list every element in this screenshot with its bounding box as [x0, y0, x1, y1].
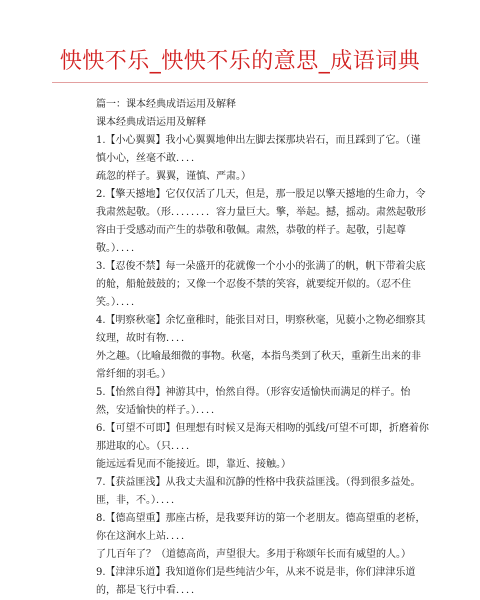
entry-text: 了几百年了？（道德高尚，声望很大。多用于称颂年长而有威望的人。）: [96, 549, 411, 560]
entry-term: 【可望不可即】: [105, 423, 176, 434]
entry-term: 【怡然自得】: [105, 387, 166, 398]
entry-text: 能远远看见而不能接近。即，靠近、接触。）: [96, 459, 291, 470]
entry-term: 【忍俊不禁】: [105, 261, 166, 272]
entry-text: 我知道你们是些纯洁少年，从来不说是非，你们津津乐道的，都是飞行中看．．．．: [96, 567, 416, 596]
entry-5: [96, 384, 430, 420]
entry-number: 6.: [96, 423, 106, 434]
entry-text: 外之趣。（比喻最细微的事物。秋毫，本指鸟类到了秋天，重新生出来的非常纤细的羽毛。）: [96, 351, 421, 380]
entry-text: 神游其中，怡然自得。（形容安适愉快而满足的样子。怡然，安适愉快的样子。）．．．．: [96, 387, 411, 416]
entry-number: 9.: [96, 567, 106, 578]
entry-text: 但理想有时候又是海天相吻的弧线/可望不可即，折磨着你那进取的心。（只．．．．: [96, 423, 429, 452]
entry-term: 【获益匪浅】: [105, 477, 166, 488]
entry-continuation: [96, 168, 430, 186]
entry-9: [96, 564, 430, 600]
entry-8: [96, 510, 430, 546]
entry-4: [96, 312, 430, 348]
entry-text: 每一朵盛开的花就像一个小小的张满了的帆，帆下带着尖底的舱，船舱鼓鼓的；又像一个忍俊不禁的笑容，就要绽开似的。（忍不住笑。）．．．．: [96, 261, 426, 308]
entry-number: 5.: [96, 387, 106, 398]
entry-text: 我小心翼翼地伸出左脚去探那块岩石，而且踩到了它。（谨慎小心，丝毫不敢．．．．: [96, 135, 421, 164]
entry-continuation: [96, 456, 430, 474]
entry-text: 它仅仅活了几天，但是，那一股足以擎天撼地的生命力，令我肃然起敬。（形．．．．．．．．容力量巨大。擎，举起。撼，摇动。肃然起敬形容由于受感动而产生的恭敬和敬佩。肃然，恭敬的样子。起敬，引起尊敬。）．．．．: [96, 189, 426, 254]
entry-3: [96, 258, 430, 312]
entry-number: 2.: [96, 189, 106, 200]
entry-number: 7.: [96, 477, 106, 488]
document-body: [96, 96, 430, 600]
entry-term: 【德高望重】: [105, 513, 166, 524]
entry-6: [96, 420, 430, 456]
entry-term: 【小心翼翼】: [105, 135, 166, 146]
entry-7: [96, 474, 430, 510]
entry-continuation: [96, 348, 430, 384]
entry-number: 4.: [96, 315, 106, 326]
page-title: 怏怏不乐_怏怏不乐的意思_成语词典: [59, 49, 421, 74]
entry-number: 3.: [96, 261, 106, 272]
entry-text: 那座古桥，是我要拜访的第一个老朋友。德高望重的老桥，你在这涧水上站．．．．: [96, 513, 426, 542]
entry-1: [96, 132, 430, 168]
entry-text: 疏忽的样子。翼翼，谨慎、严肃。）: [96, 171, 251, 182]
subheading: 课本经典成语运用及解释: [96, 117, 206, 128]
section-heading: 篇一：课本经典成语运用及解释: [96, 99, 236, 110]
title-divider: [52, 82, 428, 83]
entry-term: 【明察秋毫】: [105, 315, 166, 326]
entry-text: 从我丈夫温和沉静的性格中我获益匪浅。（得到很多益处。匪，非，不。）．．．．: [96, 477, 421, 506]
entry-number: 8.: [96, 513, 106, 524]
entry-number: 1.: [96, 135, 106, 146]
entry-text: 余忆童稚时，能张目对日，明察秋毫，见藐小之物必细察其纹理，故时有物．．．．: [96, 315, 426, 344]
entry-term: 【津津乐道】: [105, 567, 166, 578]
entry-continuation: [96, 546, 430, 564]
entry-term: 【擎天撼地】: [105, 189, 166, 200]
entry-2: [96, 186, 430, 258]
